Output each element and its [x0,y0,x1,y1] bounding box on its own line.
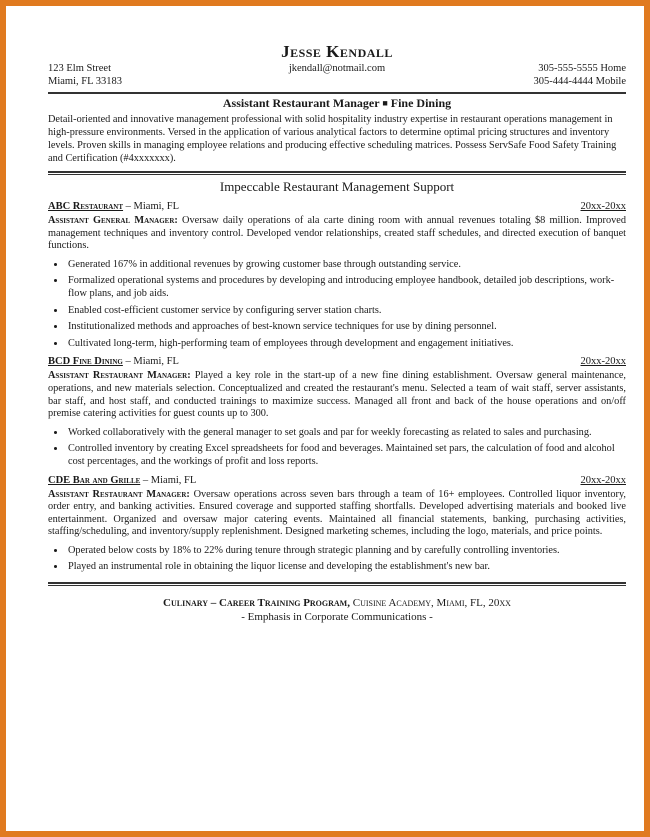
job-dates: 20xx-20xx [580,474,626,486]
job-role: Assistant General Manager: [48,215,178,226]
education-line [48,596,626,610]
job-dates: 20xx-20xx [580,201,626,212]
list-item: • Institutionalized methods and approaches of best-known service techniques for use by dining personnel. [66,321,626,334]
phone-mobile: 305-444-4444 Mobile [533,76,626,87]
job-description-text: Played a key role in the start-up of a new fine dining establishment. Oversaw general maintenance, operations, and new materials selection. Conceptualized and created the restaurant's menu. Selected a team of wait staff, server assistants, bar staff, and host staff, and conducted trainings to maximize success. Managed all front and back of the house operations and on/off premise catering activities for guest counts up to 300. [48,370,626,420]
summary-divider-bottom [48,174,626,175]
job-description [48,215,626,253]
job-company: BCD Fine Dining [48,356,123,368]
job-location: – Miami, FL [123,201,180,212]
job-bullets [48,427,626,469]
job-bullets [48,545,626,574]
list-item: • Played an instrumental role in obtaining the liquor license and developing the establishment's new bar. [66,561,626,574]
job-company-line [48,201,179,212]
job-company: CDE Bar and Grille [48,474,141,486]
job-location: – Miami, FL [122,356,179,368]
job-location: – Miami, FL [140,474,197,486]
address-line-1: 123 Elm Street [48,63,111,74]
square-bullet-icon: ■ [382,98,388,108]
headline [48,96,626,111]
summary: Detail-oriented and innovative management professional with solid hospitality industry expertise in restaurant operations management in high-pressure environments. Versed in the application of various analytical factors to determine optimal pricing structures and inventory levels. Proven skills in managing employee relations and producing effective scheduling matrices. Possess ServSafe Food Safety Training and Certification (#4xxxxxxx). [48,114,617,164]
list-item: • Cultivated long-term, high-performing team of employees through development and engagement initiatives. [66,338,626,351]
job-bullets [48,259,626,351]
education-note: - Emphasis in Corporate Communications - [241,611,433,624]
resume-page [6,6,644,831]
job-company-line [48,475,196,486]
list-item: • Enabled cost-efficient customer service by configuring server station charts. [66,305,626,318]
email[interactable]: jkendall@notmail.com [288,63,386,74]
phones [534,62,626,88]
list-item: • Formalized operational systems and procedures by developing and introducing employee handbook, detailed job descriptions, work-flow plans, and job aids. [66,275,626,300]
job-entry [48,356,626,468]
job-header [48,201,626,214]
list-item: • Worked collaboratively with the general manager to set goals and par for weekly forecasting as related to sales and purchasing. [66,427,626,440]
phone-home: 305-555-5555 Home [538,63,626,74]
section-title: Impeccable Restaurant Management Support [219,179,455,194]
education [48,596,626,624]
contact-block [48,62,626,90]
address-line-2: Miami, FL 33183 [48,76,122,87]
candidate-name: Jesse Kendall [281,42,393,61]
headline-title: Assistant Restaurant Manager [222,96,380,110]
job-description-text: Oversaw daily operations of ala carte dining room with annual revenues totaling $8 million. Improved management techniques and inventory control. Developed vendor relationships, created staff schedules, and directed execution of banquet functions. [48,215,626,252]
education-program: Culinary – Career Training Program, [163,597,350,610]
job-description [48,489,626,539]
job-dates: 20xx-20xx [580,356,626,368]
job-role: Assistant Restaurant Manager: [48,488,190,500]
summary-divider-top [48,171,626,173]
job-role: Assistant Restaurant Manager: [48,370,191,382]
education-divider-bottom [48,585,626,586]
job-header [48,475,626,488]
job-company: ABC Restaurant [48,201,124,212]
job-entry [48,201,626,350]
job-company-line [48,356,179,367]
list-item: • Generated 167% in additional revenues by growing customer base through outstanding service. [66,259,626,272]
job-entry [48,475,626,575]
job-description [48,370,626,420]
job-header [48,356,626,369]
list-item: • Operated below costs by 18% to 22% during tenure through strategic planning and by carefully controlling inventories. [66,545,626,558]
job-description-text: Oversaw operations across seven bars through a team of 16+ employees. Controlled liquor inventory, order entry, and banking activities. Ensured coverage and supported staffing shortfalls. Developed advertising materials and booked live entertainment. Organized and oversaw major catering events. Maintained all financial statements, banking, purchasing activities, staffing/scheduling, and inventory/supply replenishment. Designed marketing schemes, including the logo, materials, and price points. [48,488,626,538]
education-school: Cuisine Academy, Miami, FL, 20xx [350,597,511,610]
resume-content [48,42,626,624]
list-item: • Controlled inventory by creating Excel spreadsheets for food and beverages. Maintained set pars, the calculation of food and alcohol cost percentages, and the workings of profit and loss reports. [66,443,626,468]
headline-specialty: Fine Dining [390,96,452,110]
header-divider [48,92,626,94]
education-divider-top [48,582,626,584]
